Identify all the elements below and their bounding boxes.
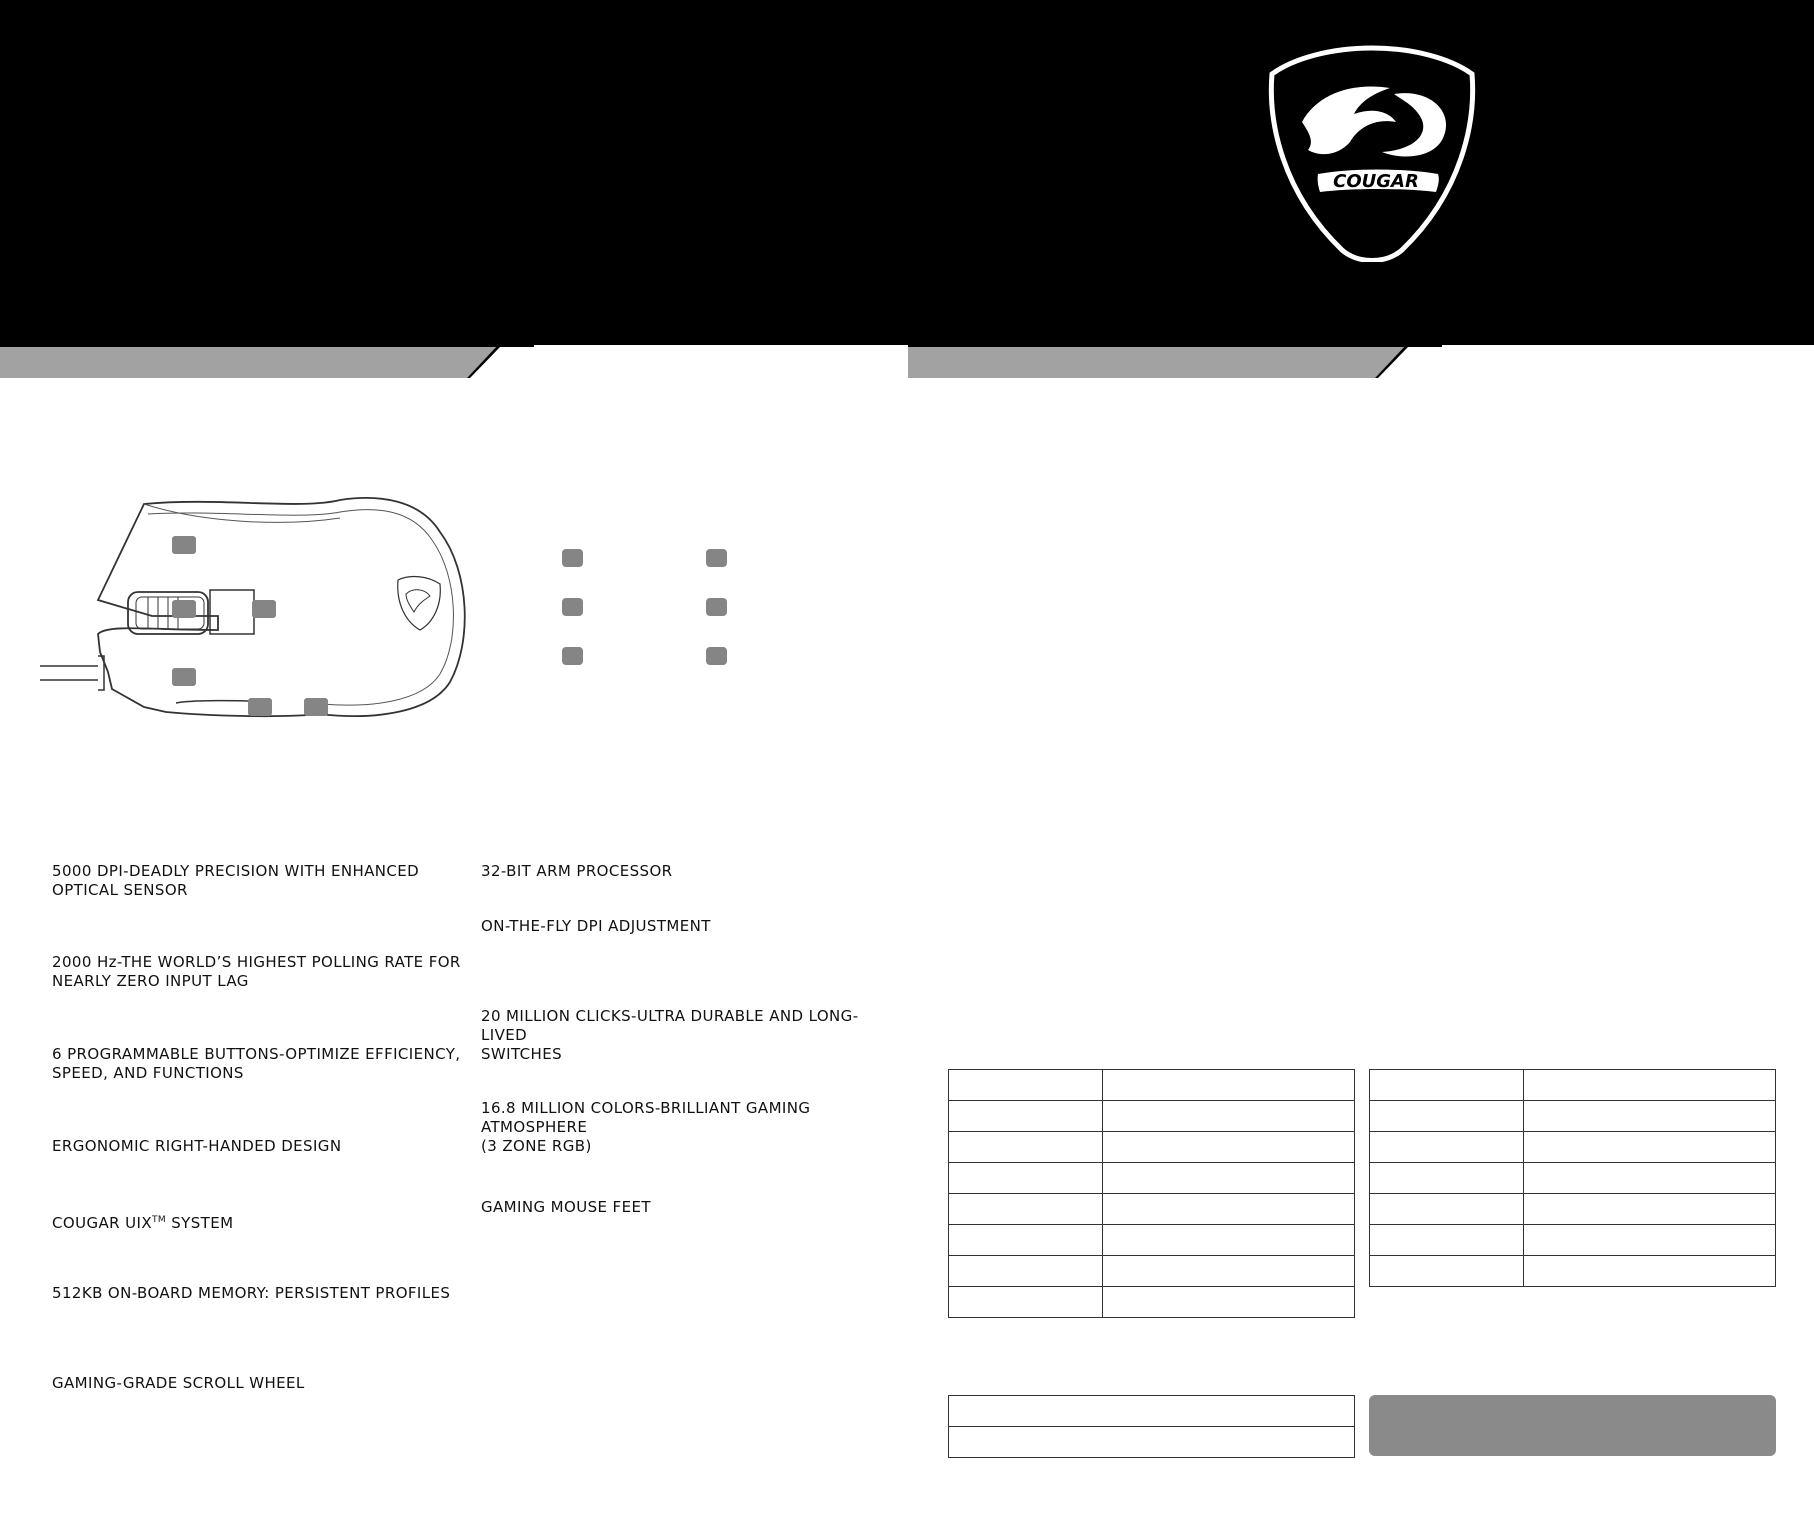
feature-line: 5000 DPI-DEADLY PRECISION WITH ENHANCED xyxy=(52,862,420,880)
callout-legend xyxy=(560,545,740,675)
table-row xyxy=(949,1194,1355,1225)
table-cell xyxy=(949,1256,1103,1287)
table-cell xyxy=(949,1427,1355,1458)
table-cell xyxy=(949,1194,1103,1225)
table-cell xyxy=(949,1132,1103,1163)
feature-line: 20 MILLION CLICKS-ULTRA DURABLE AND LONG-LIVED xyxy=(481,1007,859,1044)
table-row xyxy=(949,1225,1355,1256)
table-row xyxy=(1370,1163,1776,1194)
section-band-left xyxy=(0,345,534,378)
grey-info-box xyxy=(1369,1395,1776,1456)
feature-item xyxy=(481,917,901,936)
feature-item xyxy=(52,1284,472,1303)
cougar-logo xyxy=(1262,42,1482,262)
callout-box xyxy=(706,647,727,665)
table-cell xyxy=(1103,1194,1355,1225)
table-cell xyxy=(1103,1163,1355,1194)
table-row xyxy=(949,1070,1355,1101)
feature-line: ON-THE-FLY DPI ADJUSTMENT xyxy=(481,917,711,935)
table-row xyxy=(949,1101,1355,1132)
table-cell xyxy=(1103,1225,1355,1256)
table-row xyxy=(949,1287,1355,1318)
callout-box xyxy=(706,598,727,616)
table-cell xyxy=(1524,1132,1776,1163)
table-cell xyxy=(1370,1101,1524,1132)
mouse-top-view-diagram xyxy=(40,492,520,732)
table-cell xyxy=(1370,1225,1524,1256)
feature-item xyxy=(52,1045,472,1083)
table-cell xyxy=(1103,1070,1355,1101)
callout-box xyxy=(562,549,583,567)
svg-text:COUGAR: COUGAR xyxy=(1333,171,1419,192)
table-cell xyxy=(949,1287,1103,1318)
feature-line: GAMING-GRADE SCROLL WHEEL xyxy=(52,1374,305,1392)
table-cell xyxy=(949,1070,1103,1101)
table-cell xyxy=(1370,1256,1524,1287)
trademark-mark: TM xyxy=(152,1215,167,1225)
table-cell xyxy=(1370,1194,1524,1225)
table-cell xyxy=(949,1163,1103,1194)
spec-table-right xyxy=(1369,1069,1776,1287)
table-row xyxy=(1370,1070,1776,1101)
callout-box xyxy=(562,647,583,665)
feature-item xyxy=(52,1211,472,1233)
feature-line: COUGAR UIX xyxy=(52,1214,153,1232)
table-cell xyxy=(1524,1070,1776,1101)
header-banner xyxy=(0,0,1814,345)
table-row xyxy=(949,1427,1355,1458)
table-cell xyxy=(1524,1225,1776,1256)
table-row xyxy=(1370,1225,1776,1256)
table-cell xyxy=(1524,1101,1776,1132)
table-row xyxy=(949,1256,1355,1287)
table-cell xyxy=(1524,1194,1776,1225)
table-row xyxy=(949,1132,1355,1163)
spec-table-bottom xyxy=(948,1395,1355,1458)
feature-line: 512KB ON-BOARD MEMORY: PERSISTENT PROFILES xyxy=(52,1284,451,1302)
feature-item xyxy=(481,1007,901,1064)
feature-item xyxy=(52,1374,472,1393)
table-cell xyxy=(1370,1132,1524,1163)
table-cell xyxy=(949,1101,1103,1132)
callout-box xyxy=(706,549,727,567)
feature-line: (3 ZONE RGB) xyxy=(481,1137,592,1155)
feature-item xyxy=(481,1198,901,1217)
feature-line: 2000 Hz-THE WORLD’S HIGHEST POLLING RATE FOR xyxy=(52,953,461,971)
table-row xyxy=(1370,1256,1776,1287)
table-cell xyxy=(1103,1256,1355,1287)
table-cell xyxy=(1103,1287,1355,1318)
feature-line: SYSTEM xyxy=(166,1214,234,1232)
feature-line: GAMING MOUSE FEET xyxy=(481,1198,651,1216)
table-row xyxy=(1370,1194,1776,1225)
table-row xyxy=(1370,1101,1776,1132)
feature-line: 16.8 MILLION COLORS-BRILLIANT GAMING ATMOSPHERE xyxy=(481,1099,811,1136)
table-cell xyxy=(1103,1132,1355,1163)
spec-table-left xyxy=(948,1069,1355,1318)
feature-item xyxy=(481,1099,901,1156)
feature-item xyxy=(52,1137,472,1156)
table-cell xyxy=(1103,1101,1355,1132)
section-band-right xyxy=(908,345,1442,378)
feature-line: SPEED, AND FUNCTIONS xyxy=(52,1064,244,1082)
feature-item xyxy=(52,862,472,900)
table-row xyxy=(949,1163,1355,1194)
table-row xyxy=(949,1396,1355,1427)
table-cell xyxy=(1370,1070,1524,1101)
feature-line: 6 PROGRAMMABLE BUTTONS-OPTIMIZE EFFICIENCY, xyxy=(52,1045,461,1063)
callout-box xyxy=(562,598,583,616)
feature-line: NEARLY ZERO INPUT LAG xyxy=(52,972,249,990)
table-cell xyxy=(1524,1163,1776,1194)
feature-item xyxy=(52,953,472,991)
feature-line: 32-BIT ARM PROCESSOR xyxy=(481,862,673,880)
feature-line: SWITCHES xyxy=(481,1045,563,1063)
table-cell xyxy=(1524,1256,1776,1287)
feature-item xyxy=(481,862,901,881)
table-cell xyxy=(949,1396,1355,1427)
table-cell xyxy=(949,1225,1103,1256)
feature-line: ERGONOMIC RIGHT-HANDED DESIGN xyxy=(52,1137,342,1155)
table-cell xyxy=(1370,1163,1524,1194)
table-row xyxy=(1370,1132,1776,1163)
feature-line: OPTICAL SENSOR xyxy=(52,881,188,899)
